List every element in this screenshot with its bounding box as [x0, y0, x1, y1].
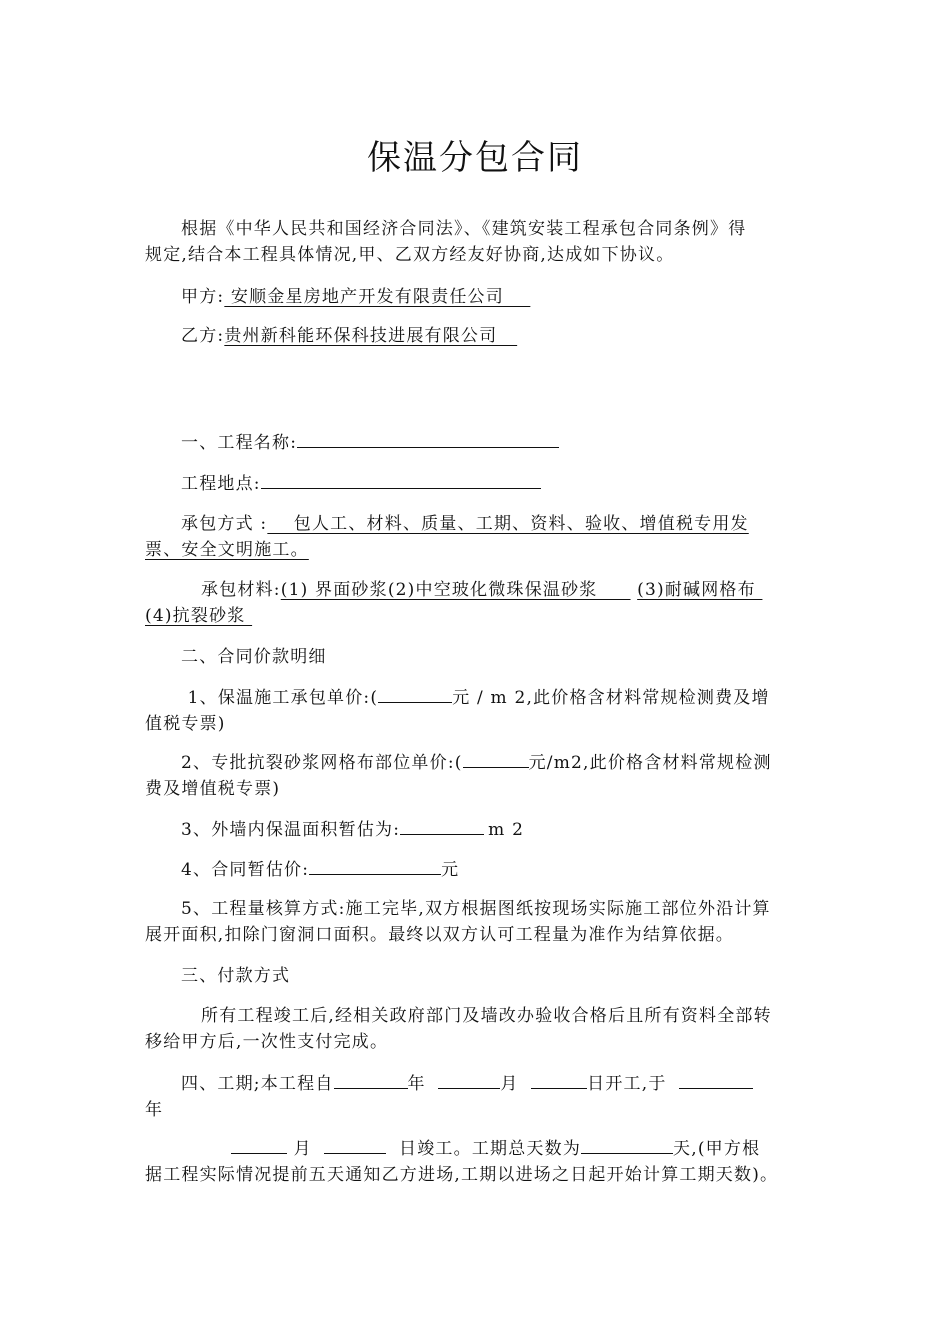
section-2-heading — [145, 644, 805, 670]
contract-mode-value-1: 包人工、材料、质量、工期、资料、验收、增值税专用发 — [267, 514, 749, 534]
start-day-blank — [531, 1070, 587, 1089]
end-month-blank — [231, 1135, 287, 1154]
project-name-row — [145, 429, 805, 456]
item4-suffix: 元 — [441, 860, 460, 880]
item1-line2: 值税专票) — [145, 714, 226, 734]
project-name-blank — [297, 429, 559, 448]
total-days-blank — [581, 1135, 673, 1154]
item2-suffix: 元/m2,此价格含材料常规检测 — [528, 753, 772, 773]
schedule-line-3: 据工程实际情况提前五天通知乙方进场,工期以进场之日起开始计算工期天数)。 — [145, 1165, 779, 1185]
start-day-label: 日开工,于 — [587, 1074, 667, 1094]
item5-line2: 展开面积,扣除门窗洞口面积。最终以双方认可工程量为准作为结算依据。 — [145, 925, 735, 945]
price-item-3 — [145, 816, 805, 843]
intro-line-2: 规定,结合本工程具体情况,甲、乙双方经友好协商,达成如下协议。 — [145, 245, 675, 265]
party-b-label: 乙方: — [181, 326, 225, 346]
section-3-heading-text: 三、付款方式 — [181, 966, 291, 986]
contract-mode-value-2: 票、安全文明施工。 — [145, 540, 309, 560]
item2-prefix: 2、专批抗裂砂浆网格布部位单价:( — [181, 753, 463, 773]
item5-line1: 5、工程量核算方式:施工完毕,双方根据图纸按现场实际施工部位外沿计算 — [181, 899, 771, 919]
materials-value-2: (4)抗裂砂浆 — [145, 606, 253, 626]
payment-paragraph — [145, 1003, 805, 1055]
contract-materials — [145, 577, 805, 629]
party-b-name: 贵州新科能环保科技进展有限公司 — [224, 326, 518, 346]
materials-value-1b: (3)耐碱网格布 — [637, 580, 763, 600]
item1-prefix: 1、保温施工承包单价:( — [181, 688, 379, 708]
payment-line-1: 所有工程竣工后,经相关政府部门及墙改办验收合格后且所有资料全部转 — [201, 1006, 772, 1026]
item2-blank — [463, 749, 529, 768]
start-year-label: 年 — [407, 1074, 426, 1094]
intro-paragraph — [145, 216, 805, 268]
project-name-label: 一、工程名称: — [181, 433, 298, 453]
end-year-blank — [679, 1070, 753, 1089]
price-item-4 — [145, 856, 805, 883]
section-4-completion — [145, 1135, 805, 1188]
total-days-suffix: 天,(甲方根 — [673, 1139, 761, 1159]
item4-prefix: 4、合同暂估价: — [181, 860, 310, 880]
materials-label: 承包材料: — [201, 580, 281, 600]
intro-line-1: 根据《中华人民共和国经济合同法》、《建筑安装工程承包合同条例》得 — [181, 219, 747, 239]
document-title: 保温分包合同 — [367, 138, 583, 178]
item1-blank — [378, 684, 452, 703]
party-a — [145, 284, 805, 310]
item3-blank — [400, 816, 484, 835]
price-item-1 — [145, 684, 805, 737]
schedule-prefix: 四、工期;本工程自 — [181, 1074, 334, 1094]
end-year-label: 年 — [145, 1100, 164, 1120]
project-location-label: 工程地点: — [181, 474, 261, 494]
item3-suffix: m 2 — [488, 820, 525, 840]
materials-value-1a: (1) 界面砂浆(2)中空玻化微珠保温砂浆 — [280, 580, 631, 600]
party-b — [145, 323, 805, 349]
party-a-label: 甲方: — [181, 287, 225, 307]
section-2-heading-text: 二、合同价款明细 — [181, 647, 327, 667]
party-a-name: 安顺金星房地产开发有限责任公司 — [224, 287, 531, 307]
contract-mode — [145, 511, 805, 563]
item4-blank — [309, 856, 441, 875]
price-item-2 — [145, 749, 805, 802]
end-day-blank — [324, 1135, 386, 1154]
completion-text: 日竣工。工期总天数为 — [399, 1139, 582, 1159]
item1-suffix: 元 / m 2,此价格含材料常规检测费及增 — [452, 688, 770, 708]
payment-line-2: 移给甲方后,一次性支付完成。 — [145, 1032, 389, 1052]
section-3-heading — [145, 963, 805, 989]
price-item-5 — [145, 896, 805, 948]
end-month-label: 月 — [293, 1139, 312, 1159]
project-location-row — [145, 470, 805, 497]
item3-prefix: 3、外墙内保温面积暂估为: — [181, 820, 401, 840]
start-year-blank — [334, 1070, 408, 1089]
project-location-blank — [261, 470, 541, 489]
item2-line2: 费及增值税专票) — [145, 779, 281, 799]
contract-mode-label: 承包方式 : — [181, 514, 268, 534]
start-month-label: 月 — [500, 1074, 519, 1094]
section-4-schedule — [145, 1070, 805, 1123]
start-month-blank — [438, 1070, 500, 1089]
